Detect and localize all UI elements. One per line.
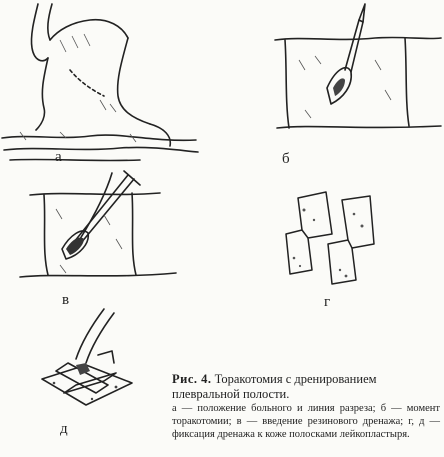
caption-title: Торакотомия с дренированием плевральной полости. xyxy=(172,372,377,401)
panel-d-drain-fixed xyxy=(20,305,160,435)
panel-label-b: б xyxy=(282,151,290,167)
panel-b-thoracotomy xyxy=(255,0,444,170)
patient-back-drawing xyxy=(0,0,200,170)
panel-label-v: в xyxy=(62,292,70,308)
drain-fixation-drawing xyxy=(20,305,160,435)
caption-prefix: Рис. 4. xyxy=(172,372,212,386)
panel-a-patient-position xyxy=(0,0,200,170)
thoracotomy-drawing xyxy=(255,0,444,170)
panel-label-g: г xyxy=(324,294,331,310)
panel-label-a: а xyxy=(55,149,62,165)
panel-label-d: д xyxy=(60,421,68,437)
caption-title-line xyxy=(172,372,440,402)
panel-g-fixation-strips xyxy=(270,170,444,320)
drain-insertion-drawing xyxy=(0,165,200,310)
figure-caption xyxy=(172,372,440,441)
caption-body: а — положение больного и линия разреза; б — момент торакотомии; в — введение резинового дренажа; г, д — фиксация дренажа к коже полосками лейкопластыря. xyxy=(172,403,440,440)
panel-v-drain-insertion xyxy=(0,165,200,310)
plaster-strips-drawing xyxy=(270,170,444,320)
